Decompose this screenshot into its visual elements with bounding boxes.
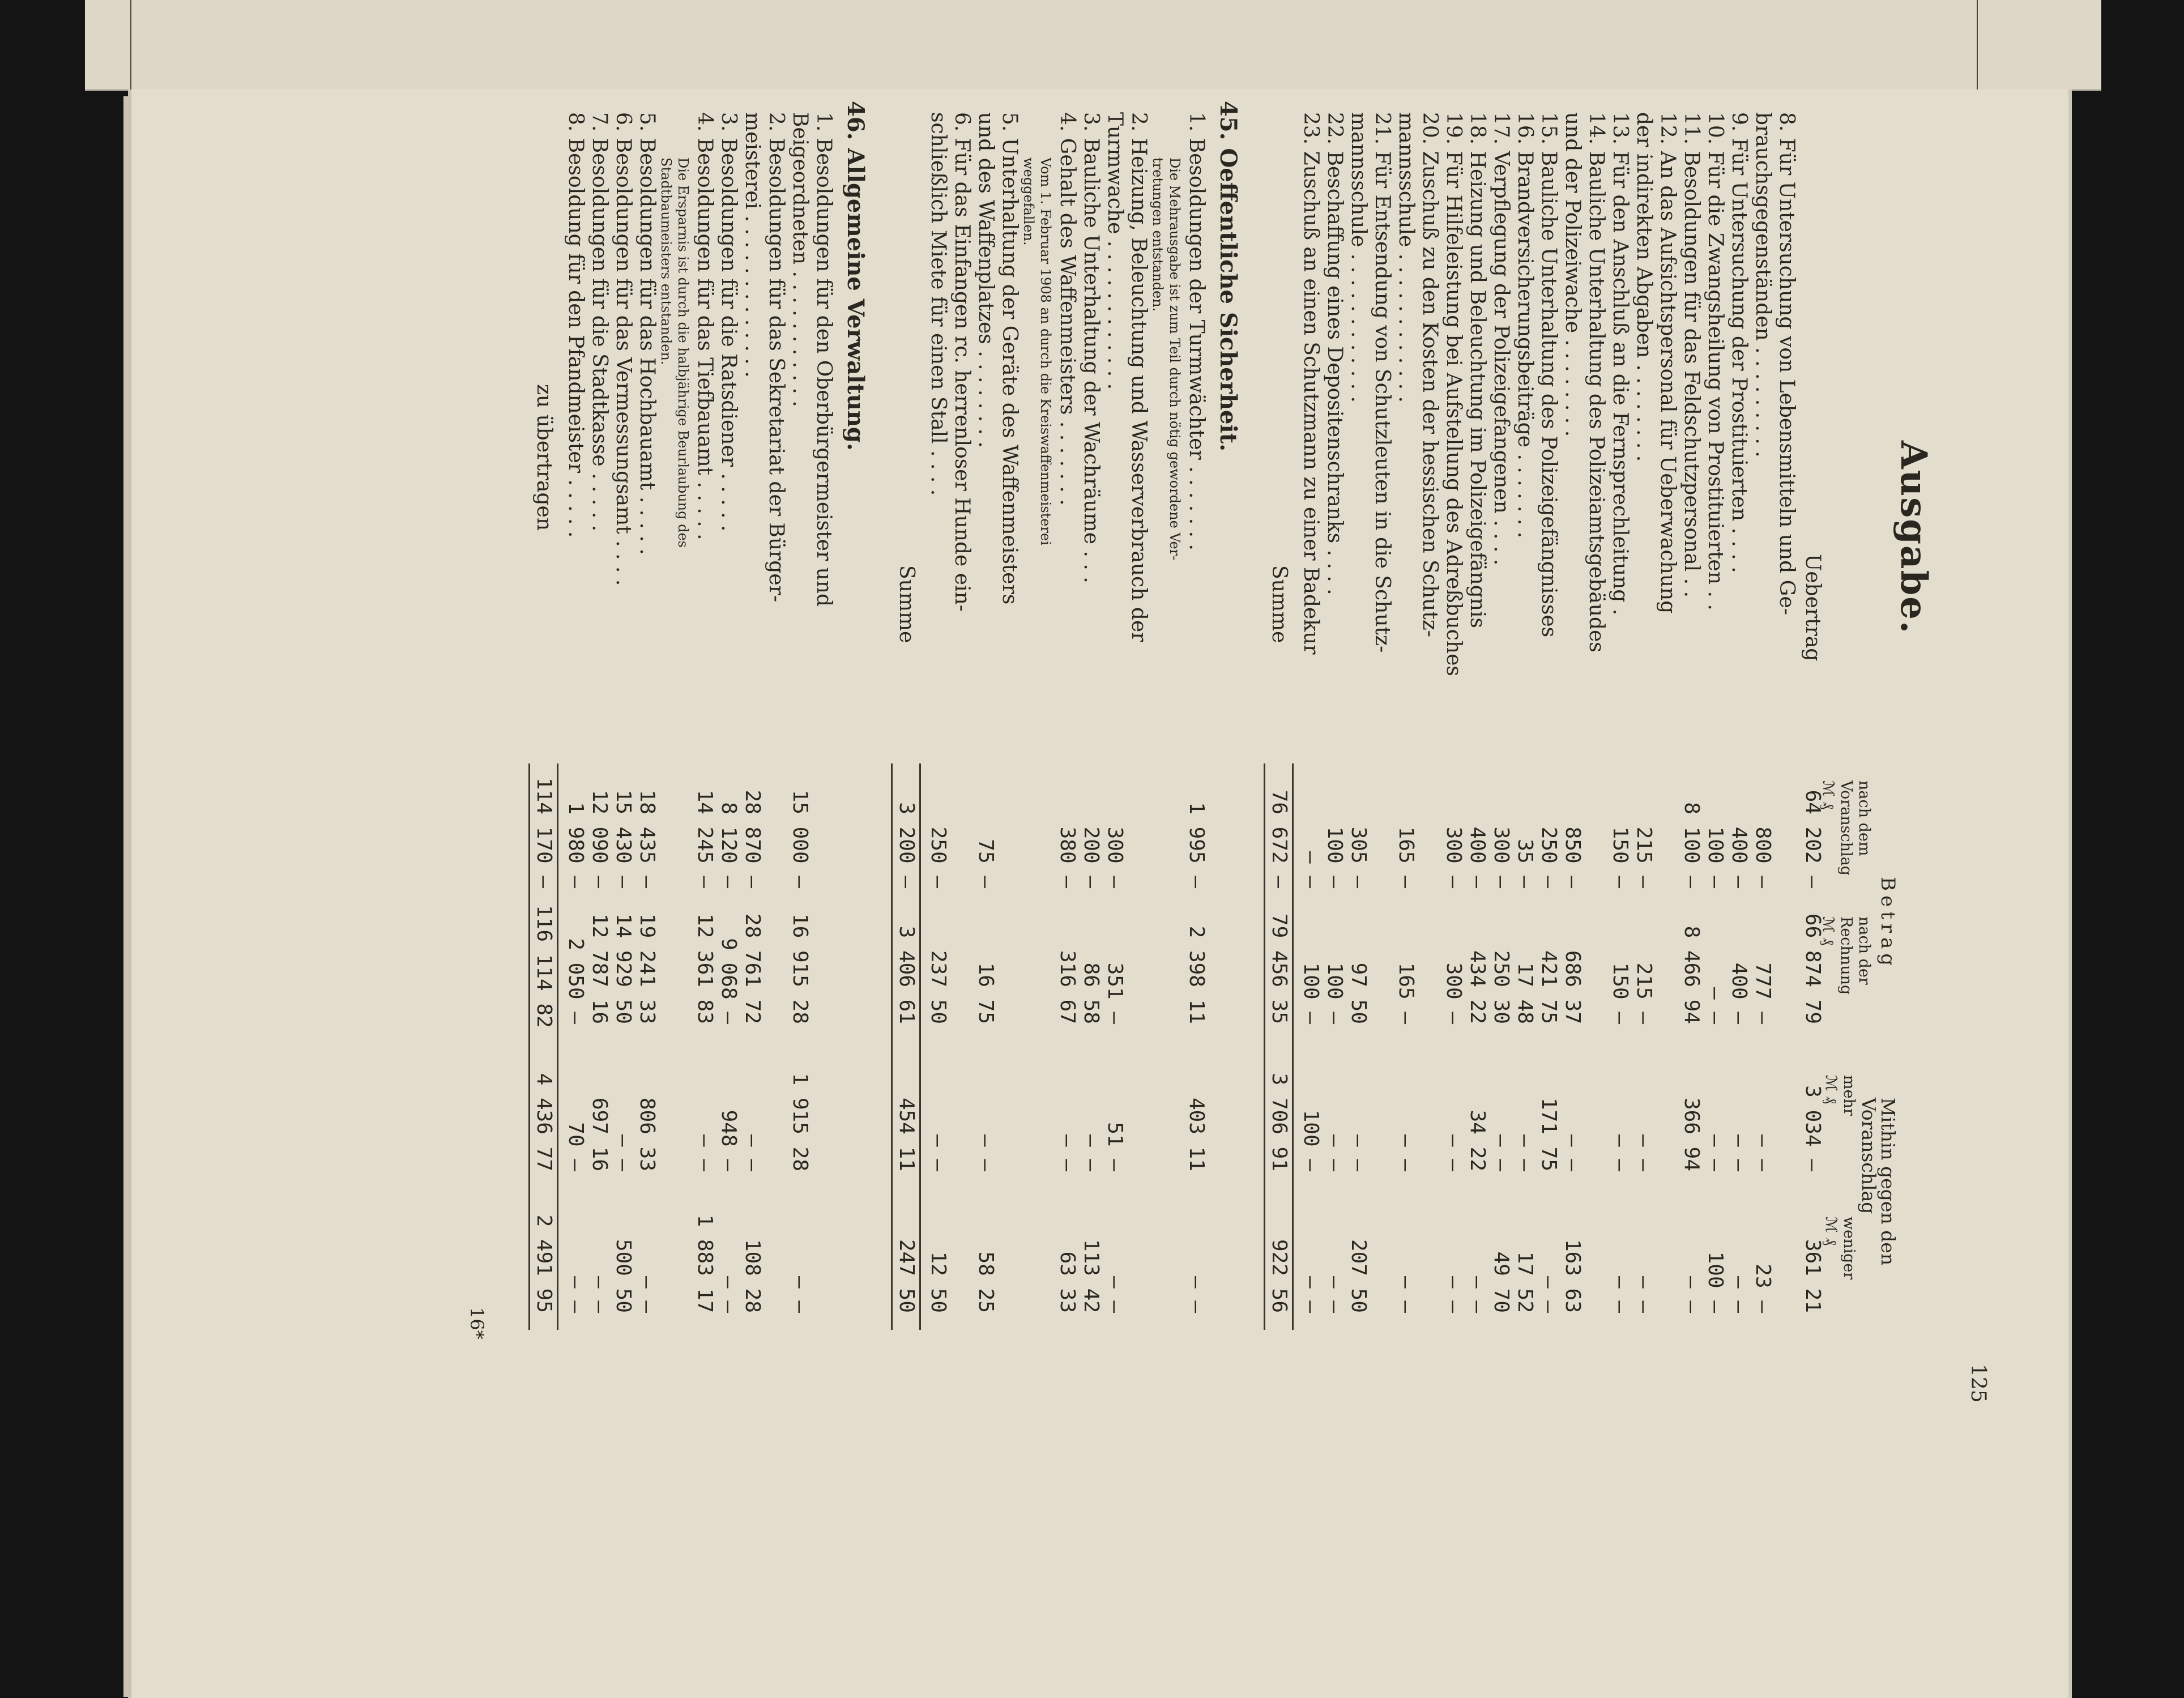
amount-cell: 150 — xyxy=(1609,826,1632,888)
entry-text: 5. Unterhaltung der Geräte des Waffenmeisters xyxy=(998,112,1021,605)
amount-cell: 108 28 xyxy=(741,1239,764,1313)
entry-text: 3. Besoldungen für die Ratsdiener . . . . . xyxy=(717,112,740,532)
amount-cell: — — xyxy=(1323,1275,1346,1313)
amount-cell: 12 090 — xyxy=(588,790,611,888)
entry-text: 12. An das Aufsichtspersonal für Ueberwachung xyxy=(1656,112,1679,614)
amount-cell: — — xyxy=(612,1134,635,1171)
entry-text: brauchsgegenständen . . . . . . . . . xyxy=(1751,112,1774,458)
amount-cell: — — xyxy=(1632,1134,1656,1171)
entry-text: meisterei . . . . . . . . . . . . . xyxy=(741,112,764,378)
amount-cell: 300 — xyxy=(1490,826,1513,888)
amount-cell: 215 — xyxy=(1632,826,1656,888)
amount-cell: — — xyxy=(1347,1134,1370,1171)
amount-cell: 421 75 xyxy=(1537,950,1560,1024)
entry-text: 13. Für den Anschluß an die Fernsprechleitung . xyxy=(1609,112,1632,616)
amount-cell: 64 202 — xyxy=(1801,790,1824,888)
amount-cell: 250 30 xyxy=(1490,950,1513,1024)
amount-cell: 23 — xyxy=(1751,1264,1774,1313)
amount-cell: 14 245 — xyxy=(693,790,716,888)
amount-cell: 16 915 28 xyxy=(788,913,812,1024)
amount-cell: 28 761 72 xyxy=(741,913,764,1024)
amount-cell: — — xyxy=(1632,1275,1656,1313)
entry-text: 2. Heizung, Beleuchtung und Wasserverbrauch der xyxy=(1127,112,1150,642)
entry-text: 21. Für Entsendung von Schutzleuten in die Schutz- xyxy=(1371,112,1394,653)
amount-cell: 17 52 xyxy=(1513,1251,1537,1313)
amount-cell: 3 200 — xyxy=(895,802,918,888)
signature-mark: 16* xyxy=(466,1307,488,1339)
amount-cell: — — xyxy=(1394,1134,1418,1171)
entry-text: 5. Besoldungen für das Hochbauamt . . . . . xyxy=(635,112,659,555)
entry-text: 20. Zuschuß zu den Kosten der hessischen Schutz- xyxy=(1418,112,1441,637)
amount-cell: 777 — xyxy=(1751,962,1774,1024)
header-col1: nach dem xyxy=(1855,780,1873,856)
entry-text: Beigeordneten . . . . . . . . . . . xyxy=(788,112,812,407)
amount-cell: 171 75 xyxy=(1537,1097,1560,1171)
amount-cell: 18 435 — xyxy=(635,790,659,888)
header-col1: Voranschlag xyxy=(1837,780,1855,876)
amount-cell: 850 — xyxy=(1561,826,1584,888)
amount-cell: — — xyxy=(1442,1134,1465,1171)
entry-text: und der Polizeiwache . . . . . . . . xyxy=(1561,112,1584,437)
rotated-page-content xyxy=(130,89,2067,1698)
amount-cell: 19 241 33 xyxy=(635,913,659,1024)
amount-cell: 34 22 xyxy=(1466,1110,1489,1171)
amount-cell: — — xyxy=(1751,1134,1774,1171)
amount-cell: 2 050 — xyxy=(564,938,587,1024)
entry-text: 17. Verpflegung der Polizeigefangenen . . . . xyxy=(1490,112,1513,566)
amount-cell: 86 58 xyxy=(1080,962,1103,1024)
sum-rule xyxy=(1292,763,1294,1330)
amount-cell: — — xyxy=(1609,1134,1632,1171)
amount-cell: 100 — xyxy=(1704,826,1727,888)
amount-cell: 215 — xyxy=(1632,962,1656,1024)
amount-cell: 12 787 16 xyxy=(588,913,611,1024)
entry-text: 3. Bauliche Unterhaltung der Wachräume . . . xyxy=(1080,112,1103,583)
amount-cell: — — xyxy=(1490,1134,1513,1171)
entry-note: Die Mehrausgabe ist zum Teil durch nötig gewordene Ver- xyxy=(1167,157,1183,561)
amount-cell: 114 170 — xyxy=(532,777,556,888)
entry-note: Vom 1. Februar 1908 an durch die Kreiswaffenmeisterei xyxy=(1038,157,1053,545)
amount-cell: 300 — xyxy=(1103,826,1127,888)
entry-text: 4. Besoldungen für das Tiefbauamt . . . . . xyxy=(693,112,716,540)
amount-cell: 380 — xyxy=(1056,826,1079,888)
amount-cell: 100 — xyxy=(1323,826,1346,888)
amount-cell: — — xyxy=(635,1275,659,1313)
entry-text: 6. Für das Einfangen rc. herrenloser Hunde ein- xyxy=(950,112,974,612)
page-title: Ausgabe. xyxy=(1892,441,1935,635)
page-edge-line xyxy=(1977,0,1978,89)
section-heading: 46. Allgemeine Verwaltung. xyxy=(842,101,869,451)
amount-cell: 100 — xyxy=(1704,1251,1727,1313)
amount-cell: — — xyxy=(588,1275,611,1313)
header-col3: mehr xyxy=(1840,1075,1858,1116)
amount-cell: — — xyxy=(1680,1275,1703,1313)
sum-rule xyxy=(919,763,921,1330)
amount-cell: 200 — xyxy=(1080,826,1103,888)
amount-cell: 351 — xyxy=(1103,962,1127,1024)
entry-note: Stadtbaumeisters entstanden. xyxy=(658,157,674,365)
amount-cell: — — xyxy=(1299,1275,1323,1313)
section-heading: 45. Oeffentliche Sicherheit. xyxy=(1215,101,1242,452)
header-mithin: Voranschlag xyxy=(1858,1098,1880,1214)
amount-cell: — — xyxy=(1704,1134,1727,1171)
amount-cell: — — xyxy=(1561,1134,1584,1171)
amount-cell: 165 — xyxy=(1394,962,1418,1024)
entry-text: 8. Für Untersuchung von Lebensmitteln und Ge- xyxy=(1775,112,1798,615)
sum-rule xyxy=(557,763,558,1330)
amount-cell: — — xyxy=(974,1134,997,1171)
amount-cell: 1 995 — xyxy=(1185,802,1208,888)
amount-cell: — — xyxy=(1727,1134,1751,1171)
amount-cell: 4 436 77 xyxy=(532,1073,556,1171)
amount-cell: 454 11 xyxy=(895,1097,918,1171)
entry-text: 16. Brandversicherungsbeiträge . . . . . . . xyxy=(1513,112,1537,539)
header-col1: ℳ ₰ xyxy=(1819,780,1837,809)
amount-cell: 17 48 xyxy=(1513,962,1537,1024)
amount-cell: — — xyxy=(1513,1134,1537,1171)
amount-cell: — — xyxy=(1103,1275,1127,1313)
entry-text: der indirekten Abgaben . . . . . . . . xyxy=(1632,112,1656,462)
amount-cell: 100 — xyxy=(1299,1110,1323,1171)
amount-cell: — — xyxy=(1704,987,1727,1024)
amount-cell: 316 67 xyxy=(1056,950,1079,1024)
header-betrag: Betrag xyxy=(1876,877,1899,971)
amount-cell: 116 114 82 xyxy=(532,905,556,1028)
amount-cell: 163 63 xyxy=(1561,1239,1584,1313)
entry-text: 1. Besoldungen der Turmwächter . . . . . . . xyxy=(1185,112,1208,551)
amount-cell: — — xyxy=(717,1275,740,1313)
amount-cell: 800 — xyxy=(1751,826,1774,888)
header-col2: ℳ ₰ xyxy=(1819,916,1837,945)
amount-cell: — — xyxy=(1537,1275,1560,1313)
amount-cell: 79 456 35 xyxy=(1268,913,1291,1024)
page-edge-line xyxy=(130,0,131,89)
amount-cell: 247 50 xyxy=(895,1239,918,1313)
amount-cell: 100 — xyxy=(1323,962,1346,1024)
amount-cell: 948 — xyxy=(717,1110,740,1171)
entry-text: 22. Beschaffung eines Depositenschranks . . . . xyxy=(1323,112,1346,595)
amount-cell: — — xyxy=(1442,1275,1465,1313)
carry-in-label: Uebertrag xyxy=(1801,554,1824,662)
amount-cell: 150 — xyxy=(1609,962,1632,1024)
entry-text: 18. Heizung und Beleuchtung im Polizeigefängnis xyxy=(1466,112,1489,628)
amount-cell: 686 37 xyxy=(1561,950,1584,1024)
amount-cell: 3 406 61 xyxy=(895,925,918,1024)
amount-cell: 70 — xyxy=(564,1122,587,1171)
entry-text: 1. Besoldungen für den Oberbürgermeister und xyxy=(812,112,835,607)
amount-cell: — — xyxy=(1394,1275,1418,1313)
header-col4: weniger xyxy=(1840,1217,1858,1280)
amount-cell: 250 — xyxy=(927,826,950,888)
amount-cell: 434 22 xyxy=(1466,950,1489,1024)
amount-cell: 207 50 xyxy=(1347,1239,1370,1313)
entry-note: tretungen entstanden. xyxy=(1150,157,1166,312)
amount-cell: 51 — xyxy=(1103,1122,1127,1171)
amount-cell: 250 — xyxy=(1537,826,1560,888)
amount-cell: — — xyxy=(741,1134,764,1171)
amount-cell: 922 56 xyxy=(1268,1239,1291,1313)
amount-cell: 113 42 xyxy=(1080,1239,1103,1313)
entry-text: 6. Besoldungen für das Vermessungsamt . . . . xyxy=(612,112,635,586)
amount-cell: 16 75 xyxy=(974,962,997,1024)
amount-cell: — — xyxy=(1609,1275,1632,1313)
amount-cell: — — xyxy=(927,1134,950,1171)
amount-cell: 400 — xyxy=(1466,826,1489,888)
amount-cell: 2 398 11 xyxy=(1185,925,1208,1024)
amount-cell: 8 120 — xyxy=(717,802,740,888)
amount-cell: 12 361 83 xyxy=(693,913,716,1024)
entry-text: 14. Bauliche Unterhaltung des Polizeiamtsgebäudes xyxy=(1585,112,1608,652)
header-col2: nach der xyxy=(1855,916,1873,985)
entry-text: 7. Besoldungen für die Stadtkasse . . . . . xyxy=(588,112,611,532)
sum-label: zu übertragen xyxy=(532,384,556,531)
entry-text: und des Waffenplatzes . . . . . . . . xyxy=(974,112,997,448)
entry-text: 4. Gehalt des Waffenmeisters . . . . . . . xyxy=(1056,112,1079,506)
amount-cell: 403 11 xyxy=(1185,1097,1208,1171)
amount-cell: — — xyxy=(1080,1134,1103,1171)
entry-text: mannsschule . . . . . . . . . . . . xyxy=(1394,112,1418,403)
amount-cell: 366 94 xyxy=(1680,1097,1703,1171)
entry-text: Turmwache . . . . . . . . . . . . xyxy=(1103,112,1127,390)
amount-cell: 305 — xyxy=(1347,826,1370,888)
sum-label: Summe xyxy=(895,565,918,643)
page-stack-edge xyxy=(123,96,130,1697)
entry-text: 23. Zuschuß an einen Schutzmann zu einer Badekur xyxy=(1299,112,1323,655)
previous-page-strip xyxy=(85,0,2101,91)
entry-text: 8. Besoldung für den Pfandmeister . . . . . xyxy=(564,112,587,538)
amount-cell: 697 16 xyxy=(588,1097,611,1171)
amount-cell: 237 50 xyxy=(927,950,950,1024)
header-col4: ℳ ₰ xyxy=(1822,1217,1840,1245)
header-mithin: Mithin gegen den xyxy=(1877,1098,1899,1266)
amount-cell: 49 70 xyxy=(1490,1251,1513,1313)
amount-cell: — — xyxy=(788,1275,812,1313)
header-col2: Rechnung xyxy=(1837,916,1855,995)
entry-text: 10. Für die Zwangsheilung von Prostituierten . . xyxy=(1704,112,1727,611)
amount-cell: 300 — xyxy=(1442,826,1465,888)
amount-cell: 3 034 — xyxy=(1801,1085,1824,1171)
page-number: 125 xyxy=(1967,1364,1990,1403)
amount-cell: 97 50 xyxy=(1347,962,1370,1024)
amount-cell: 1 883 17 xyxy=(693,1214,716,1313)
amount-cell: 66 874 79 xyxy=(1801,913,1824,1024)
entry-text: 11. Besoldungen für das Feldschutzpersonal . . xyxy=(1680,112,1703,598)
amount-cell: 28 870 — xyxy=(741,790,764,888)
amount-cell: 100 — xyxy=(1299,962,1323,1024)
entry-text: 9. Für Untersuchung der Prostituierten . . . . xyxy=(1727,112,1751,573)
amount-cell: 35 — xyxy=(1513,839,1537,888)
entry-note: Die Ersparnis ist durch die halbjährige Beurlaubung des xyxy=(675,157,691,548)
amount-cell: 63 33 xyxy=(1056,1251,1079,1313)
amount-cell: 3 706 91 xyxy=(1268,1073,1291,1171)
amount-cell: 75 — xyxy=(974,839,997,888)
header-col3: ℳ ₰ xyxy=(1822,1075,1840,1104)
amount-cell: 15 430 — xyxy=(612,790,635,888)
amount-cell: 58 25 xyxy=(974,1251,997,1313)
sum-rule xyxy=(891,763,893,1330)
amount-cell: 15 000 — xyxy=(788,790,812,888)
amount-cell: 300 — xyxy=(1442,962,1465,1024)
amount-cell: 400 — xyxy=(1727,962,1751,1024)
amount-cell: 9 068 — xyxy=(717,938,740,1024)
amount-cell: 14 929 50 xyxy=(612,913,635,1024)
amount-cell: 12 50 xyxy=(927,1251,950,1313)
entry-text: mannsschule . . . . . . . . . . . . xyxy=(1347,112,1370,403)
amount-cell: 165 — xyxy=(1394,826,1418,888)
entry-text: 19. Für Hilfeleistung bei Aufstellung des Adreßbuches xyxy=(1442,112,1465,676)
amount-cell: 2 491 95 xyxy=(532,1214,556,1313)
amount-cell: — — xyxy=(1185,1275,1208,1313)
entry-text: schließlich Miete für einen Stall . . . . xyxy=(927,112,950,496)
amount-cell: 361 21 xyxy=(1801,1239,1824,1313)
amount-cell: — — xyxy=(564,1275,587,1313)
amount-cell: 8 100 — xyxy=(1680,802,1703,888)
amount-cell: 400 — xyxy=(1727,826,1751,888)
amount-cell: — — xyxy=(1056,1134,1079,1171)
amount-cell: — — xyxy=(693,1134,716,1171)
sum-rule xyxy=(528,763,530,1330)
amount-cell: 1 915 28 xyxy=(788,1073,812,1171)
amount-cell: — — xyxy=(1299,851,1323,888)
amount-cell: 806 33 xyxy=(635,1097,659,1171)
amount-cell: 8 466 94 xyxy=(1680,925,1703,1024)
entry-text: 15. Bauliche Unterhaltung des Polizeigefängnisses xyxy=(1537,112,1560,638)
entry-text: 2. Besoldungen für das Sekretariat der Bürger- xyxy=(765,112,788,603)
entry-note: weggefallen. xyxy=(1021,157,1036,246)
amount-cell: — — xyxy=(1466,1275,1489,1313)
amount-cell: 1 980 — xyxy=(564,802,587,888)
amount-cell: 76 672 — xyxy=(1268,790,1291,888)
amount-cell: — — xyxy=(1727,1275,1751,1313)
sum-rule xyxy=(1264,763,1265,1330)
sum-label: Summe xyxy=(1268,565,1291,643)
amount-cell: 500 50 xyxy=(612,1239,635,1313)
amount-cell: — — xyxy=(1323,1134,1346,1171)
